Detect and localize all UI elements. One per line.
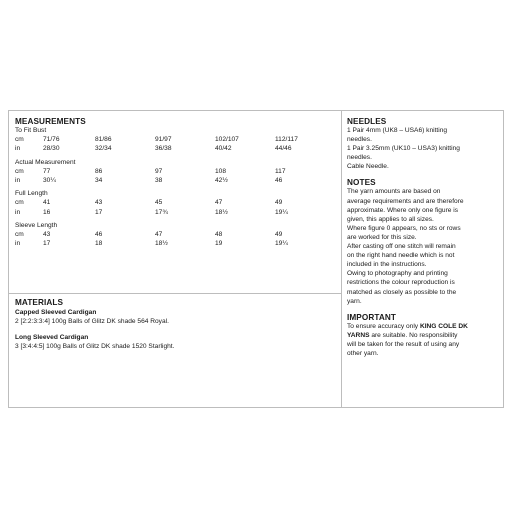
unit-label: in: [15, 145, 21, 153]
measurement-group-label: Actual Measurement: [15, 158, 76, 166]
important-text-1: To ensure accuracy only: [347, 322, 420, 330]
unit-label: in: [15, 240, 21, 248]
important-heading: IMPORTANT: [347, 312, 396, 322]
measurement-value: 45: [155, 199, 163, 207]
notes-line: Owing to photography and printing: [347, 270, 448, 278]
notes-heading: NOTES: [347, 178, 376, 188]
important-line-4: other yarn.: [347, 349, 379, 357]
measurement-value: 71/76: [43, 136, 60, 144]
unit-label: cm: [15, 167, 24, 175]
measurement-group-label: To Fit Bust: [15, 127, 47, 134]
brand-name: KING COLE DK: [419, 322, 468, 330]
measurement-value: 46: [95, 231, 103, 239]
measurement-value: 38: [155, 177, 163, 185]
measurement-row: [15, 167, 335, 176]
materials-heading: MATERIALS: [15, 298, 64, 307]
measurement-value: 17¾: [155, 208, 168, 216]
notes-line: average requirements and are therefore: [347, 197, 464, 205]
measurement-value: 102/107: [215, 136, 239, 144]
important-line-1: [347, 322, 499, 331]
notes-line: After casting off one stitch will remain: [347, 243, 456, 251]
unit-label: cm: [15, 231, 24, 239]
measurement-value: 77: [43, 167, 51, 175]
unit-label: in: [15, 208, 21, 216]
measurement-row: [15, 230, 335, 239]
notes-line: are worked for this size.: [347, 233, 417, 241]
unit-label: cm: [15, 136, 24, 144]
column-divider: [341, 111, 342, 407]
notes-line: The yarn amounts are based on: [347, 188, 441, 196]
measurement-row: [15, 176, 335, 185]
capped-cardigan-yarn: 2 [2:2:3:3:4] 100g Balls of Glitz DK shade 564 Royal.: [15, 318, 169, 325]
measurement-value: 86: [95, 167, 103, 175]
measurement-value: 40/42: [215, 145, 232, 153]
unit-label: cm: [15, 199, 24, 207]
materials-section: [15, 298, 335, 351]
notes-line: restrictions the colour reproduction is: [347, 279, 455, 287]
measurement-value: 91/97: [155, 136, 172, 144]
measurement-value: 18: [95, 240, 103, 248]
pattern-info-box: [8, 110, 504, 408]
measurement-value: 34: [95, 177, 103, 185]
measurement-value: 32/34: [95, 145, 112, 153]
capped-cardigan-title: Capped Sleeved Cardigan: [15, 309, 97, 316]
needles-heading: NEEDLES: [347, 117, 387, 126]
needles-line: 1 Pair 3.25mm (UK10 – USA3) knitting: [347, 145, 460, 153]
measurement-value: 49: [275, 199, 283, 207]
measurement-row: [15, 144, 335, 153]
measurement-value: 48: [215, 231, 223, 239]
measurement-value: 17: [43, 240, 51, 248]
measurement-row: [15, 208, 335, 217]
notes-line: on the right hand needle which is not: [347, 252, 455, 260]
measurement-group-label: Sleeve Length: [15, 221, 58, 229]
measurement-value: 16: [43, 208, 51, 216]
notes-line: yarn.: [347, 297, 362, 305]
measurement-value: 42½: [215, 177, 228, 185]
needles-line: needles.: [347, 154, 372, 162]
needles-line: Cable Needle.: [347, 163, 389, 171]
measurement-value: 44/46: [275, 145, 292, 153]
measurement-groups: [15, 126, 335, 248]
right-column: [347, 117, 499, 358]
notes-line: approximate. Where only one figure is: [347, 206, 459, 214]
measurement-group-label: Full Length: [15, 190, 48, 198]
measurement-value: 117: [275, 167, 286, 175]
measurement-value: 47: [215, 199, 223, 207]
needles-line: needles.: [347, 136, 372, 144]
measurements-section: [15, 117, 335, 248]
important-line-3: will be taken for the result of using any: [347, 340, 460, 348]
needles-line: 1 Pair 4mm (UK8 – USA6) knitting: [347, 127, 448, 134]
notes-line: matched as closely as possible to the: [347, 288, 457, 296]
measurement-row: [15, 198, 335, 207]
notes-text: [347, 187, 499, 305]
measurement-value: 97: [155, 167, 163, 175]
section-divider: [9, 293, 341, 294]
measurement-value: 19¼: [275, 208, 288, 216]
measurement-value: 49: [275, 231, 283, 239]
notes-line: included in the instructions.: [347, 261, 427, 269]
measurement-value: 17: [95, 208, 103, 216]
measurement-value: 43: [95, 199, 103, 207]
important-line-2: [347, 331, 499, 340]
brand-yarns: YARNS: [347, 331, 370, 339]
needles-text: [347, 126, 499, 171]
notes-line: Where figure 0 appears, no sts or rows: [347, 224, 461, 232]
measurement-value: 19¼: [275, 240, 288, 248]
measurement-value: 19: [215, 240, 223, 248]
measurement-value: 81/86: [95, 136, 112, 144]
measurement-value: 112/117: [275, 136, 298, 144]
measurement-row: [15, 135, 335, 144]
measurement-value: 46: [275, 177, 283, 185]
measurement-value: 47: [155, 231, 163, 239]
measurement-value: 41: [43, 199, 51, 207]
long-cardigan-yarn: 3 [3:4:4:5] 100g Balls of Glitz DK shade 1520 Starlight.: [15, 343, 175, 350]
notes-line: given, this applies to all sizes.: [347, 215, 434, 223]
measurement-value: 18½: [155, 240, 168, 248]
long-cardigan-title: Long Sleeved Cardigan: [15, 334, 89, 341]
measurement-value: 18½: [215, 208, 228, 216]
important-text-2: are suitable. No responsibility: [369, 331, 458, 339]
measurement-value: 36/38: [155, 145, 172, 153]
measurements-heading: MEASUREMENTS: [15, 117, 86, 126]
measurement-row: [15, 239, 335, 248]
measurement-value: 108: [215, 167, 227, 175]
measurement-value: 28/30: [43, 145, 60, 153]
measurement-value: 30¼: [43, 177, 56, 185]
unit-label: in: [15, 177, 21, 185]
measurement-value: 43: [43, 231, 51, 239]
